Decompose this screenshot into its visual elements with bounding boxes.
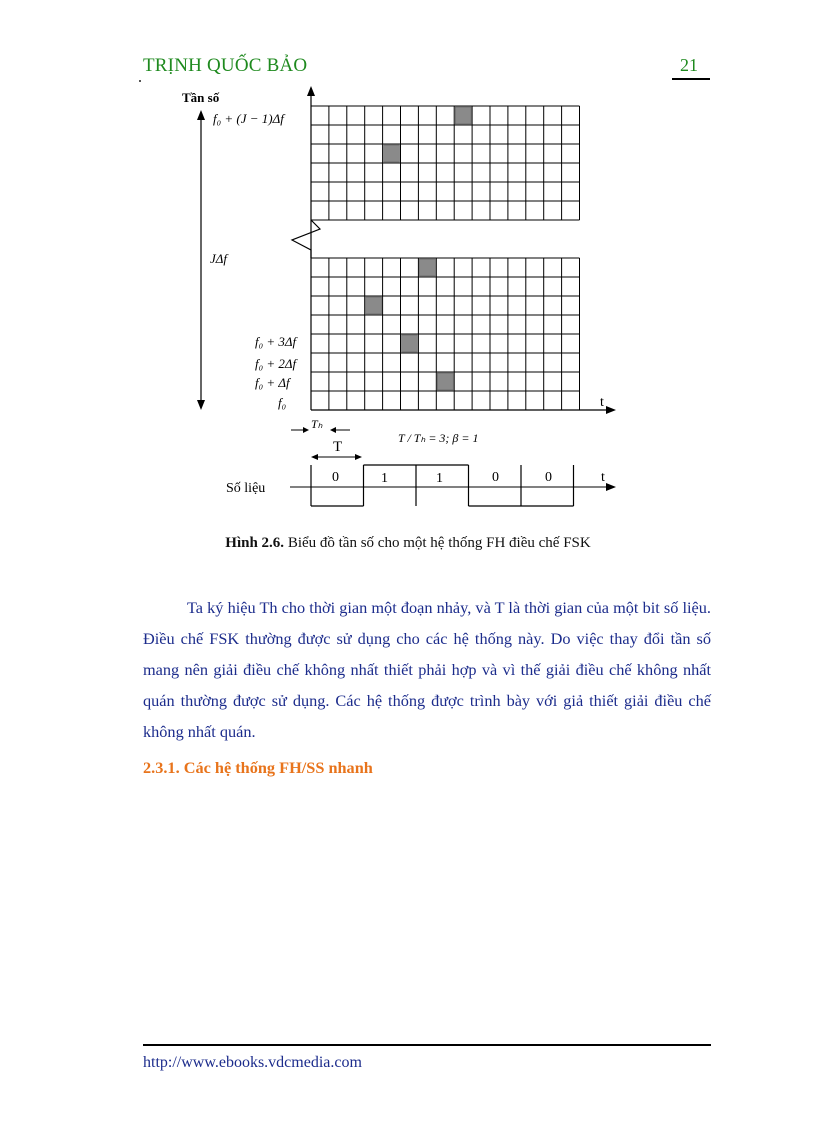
shaded-hop-cell xyxy=(419,259,435,276)
frequency-hopping-figure xyxy=(0,0,816,530)
page-number: 21 xyxy=(680,55,698,75)
ratio-label: T / Tₕ = 3; β = 1 xyxy=(398,431,479,445)
shaded-hop-cell xyxy=(455,107,471,124)
bit-label: 1 xyxy=(381,471,388,486)
th-label: Tₕ xyxy=(311,417,323,431)
caption-text: Biểu đồ tần số cho một hệ thống FH điều chế FSK xyxy=(284,535,591,551)
bit-period-arrow-left xyxy=(311,454,318,460)
data-time-label: t xyxy=(601,470,605,485)
frequency-range-arrow-up xyxy=(197,110,205,120)
label-f0-plus-3df: f₀ + 3Δf xyxy=(255,334,297,349)
footer-rule xyxy=(143,1044,711,1046)
bit-labels xyxy=(332,470,552,486)
data-axis-arrow xyxy=(606,483,616,491)
y-axis-label: Tần số xyxy=(182,90,220,105)
shaded-hop-cell xyxy=(366,297,382,314)
body-paragraph: Ta ký hiệu Th cho thời gian một đoạn nhảy, và T là thời gian của một bit số liệu. Điều chế FSK thường được sử dụng cho các hệ thống này. Do việc thay đổi tần số mang nên giải điều chế không nhất thiết phải hợp và vì thế giải điều chế không nhất quán thường được sử dụng. Các hệ thống được trình bày với giả thiết giải điều chế không nhất quán. xyxy=(143,598,711,741)
bit-period-label: T xyxy=(333,439,343,455)
label-f0-plus-2df: f₀ + 2Δf xyxy=(255,356,297,371)
time-axis-label: t xyxy=(600,395,604,410)
header-author: TRỊNH QUỐC BẢO xyxy=(143,55,308,76)
label-f0: f₀ xyxy=(278,395,287,410)
bit-period-arrow-right xyxy=(355,454,362,460)
upper-grid xyxy=(311,106,580,220)
bit-label: 0 xyxy=(332,470,339,485)
bit-label: 0 xyxy=(492,470,499,485)
y-axis-arrow xyxy=(307,86,315,96)
th-left-arrow xyxy=(303,427,309,433)
data-label: Số liệu xyxy=(226,481,266,496)
label-f0-plus-df: f₀ + Δf xyxy=(255,375,290,390)
label-top-frequency: f₀ + (J − 1)Δf xyxy=(213,111,284,126)
shaded-hop-cell xyxy=(437,373,453,390)
section-heading: 2.3.1. Các hệ thống FH/SS nhanh xyxy=(143,758,373,777)
grid-break-line xyxy=(292,220,320,258)
shaded-hop-cell xyxy=(384,145,400,162)
time-axis-arrow xyxy=(606,406,616,414)
frequency-range-arrow-down xyxy=(197,400,205,410)
label-j-delta-f: JΔf xyxy=(210,251,228,266)
bit-label: 0 xyxy=(545,470,552,485)
caption-number: Hình 2.6. xyxy=(225,535,285,551)
th-right-arrow xyxy=(330,427,336,433)
figure-caption xyxy=(0,535,816,552)
bit-label: 1 xyxy=(436,471,443,486)
footer-url: http://www.ebooks.vdcmedia.com xyxy=(143,1054,362,1071)
shaded-hop-cell xyxy=(402,335,418,352)
